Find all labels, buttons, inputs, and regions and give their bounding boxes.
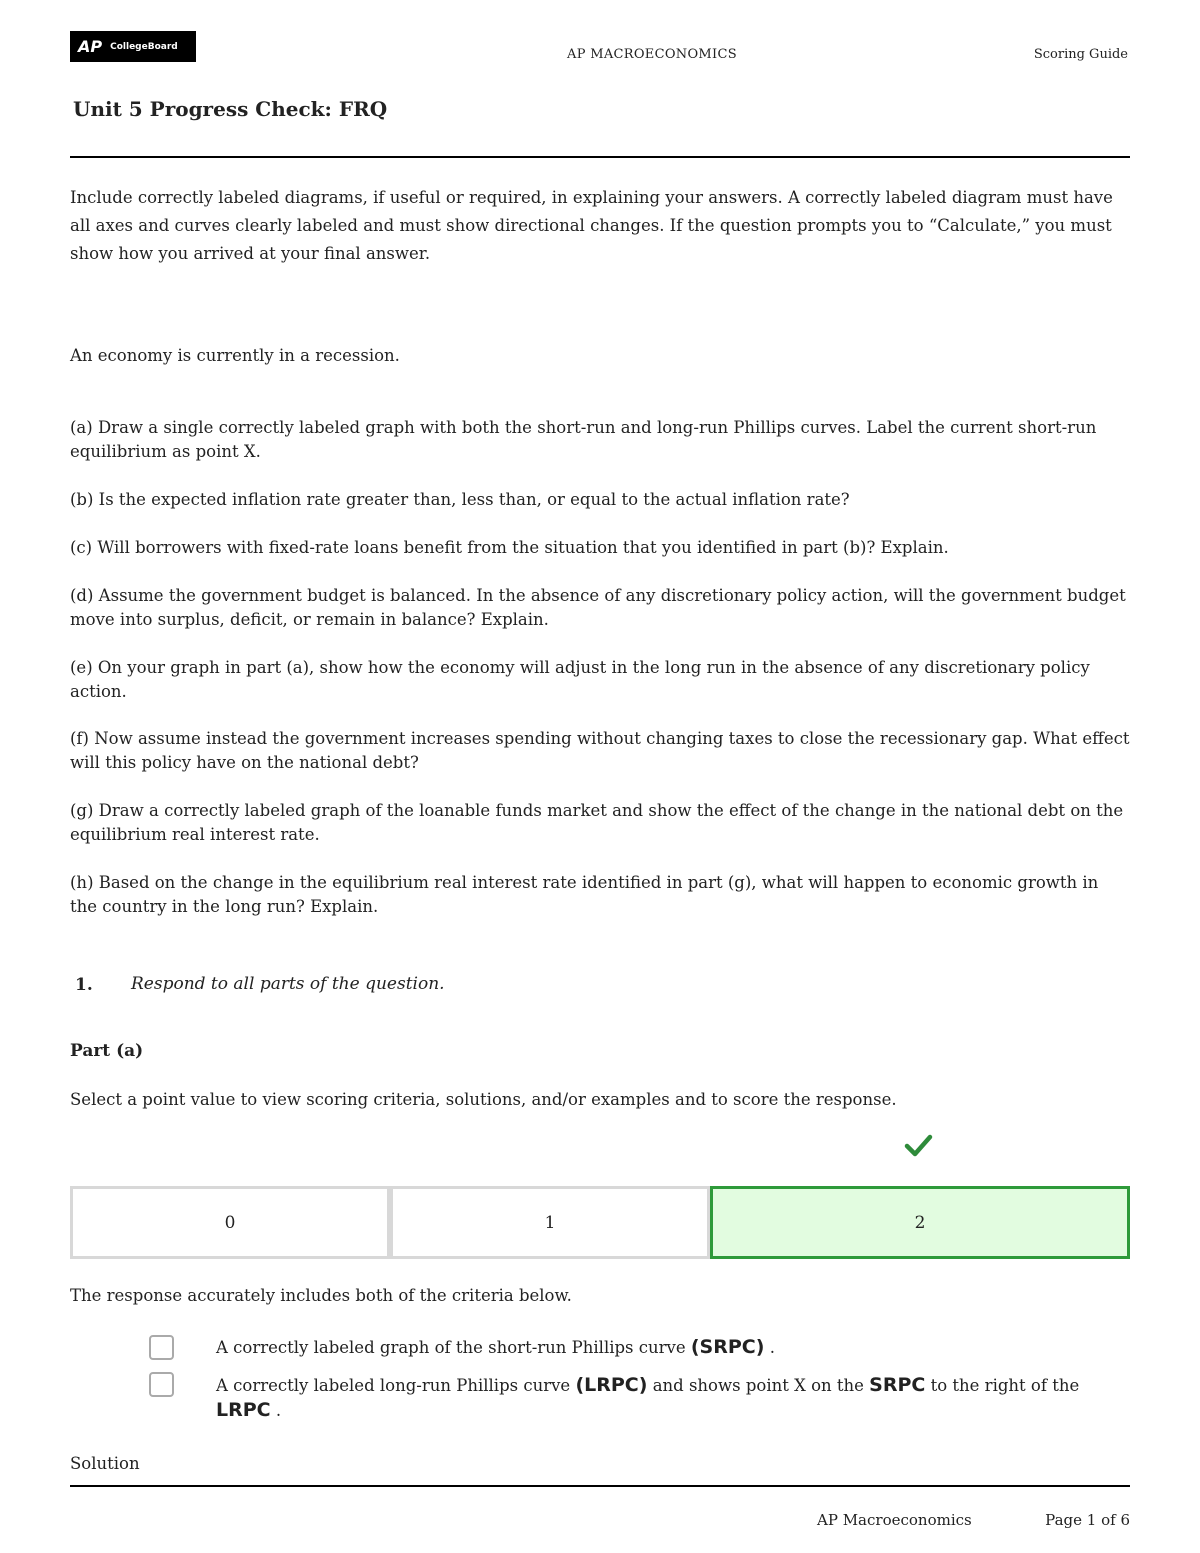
score-selector: [70, 1186, 1130, 1259]
footer-course: AP Macroeconomics: [817, 1511, 972, 1529]
criterion-1-term: (SRPC): [690, 1336, 765, 1358]
question-part-c: (c) Will borrowers with fixed-rate loans benefit from the situation that you identified in part (b)? Explain.: [70, 538, 949, 557]
header-course: AP MACROECONOMICS: [567, 47, 737, 62]
checkmark-icon: [903, 1131, 933, 1161]
score-option-2[interactable]: 2: [710, 1186, 1130, 1259]
criterion-2: [216, 1373, 1130, 1423]
question-part-f: (f) Now assume instead the government increases spending without changing taxes to close the recessionary gap. What effect will this policy have on the national debt?: [70, 729, 1130, 772]
question-part-d: (d) Assume the government budget is balanced. In the absence of any discretionary policy action, will the government budget move into surplus, deficit, or remain in balance? Explain.: [70, 586, 1126, 629]
criteria-intro: The response accurately includes both of the criteria below.: [70, 1286, 572, 1305]
question-part-h: (h) Based on the change in the equilibrium real interest rate identified in part (g), what will happen to economic growth in the country in the long run? Explain.: [70, 873, 1099, 916]
criterion-1: [216, 1335, 1130, 1360]
scenario-text: An economy is currently in a recession.: [70, 346, 400, 365]
logo-collegeboard-text: CollegeBoard: [110, 41, 178, 52]
instructions-text: Include correctly labeled diagrams, if useful or required, in explaining your answers. A correctly labeled diagram must have all axes and curves clearly labeled and must show directional changes. If the question prompts you to “Calculate,” you must show how you arrived at your final answer.: [70, 188, 1113, 263]
criterion-1-checkbox[interactable]: [149, 1335, 174, 1360]
criterion-2-text-c: to the right of the: [930, 1376, 1080, 1395]
question-part-b: (b) Is the expected inflation rate greater than, less than, or equal to the actual inflation rate?: [70, 490, 850, 509]
footer-page-number: Page 1 of 6: [1045, 1511, 1130, 1529]
logo-ap-text: AP: [78, 37, 103, 56]
criterion-2-term-a: (LRPC): [575, 1374, 648, 1396]
criterion-2-term-b: SRPC: [869, 1374, 926, 1396]
question-part-e: (e) On your graph in part (a), show how the economy will adjust in the long run in the absence of any discretionary policy action.: [70, 658, 1090, 701]
criterion-2-text-b: and shows point X on the: [652, 1376, 864, 1395]
question-prompt: Respond to all parts of the question.: [131, 974, 445, 994]
footer-divider: [70, 1485, 1130, 1487]
criterion-2-text-a: A correctly labeled long-run Phillips curve: [216, 1376, 571, 1395]
score-option-1[interactable]: 1: [390, 1186, 710, 1259]
question-part-g: (g) Draw a correctly labeled graph of the loanable funds market and show the effect of the change in the national debt on the equilibrium real interest rate.: [70, 801, 1124, 844]
criterion-2-checkbox[interactable]: [149, 1372, 174, 1397]
page-title: Unit 5 Progress Check: FRQ: [73, 97, 388, 121]
select-instructions: Select a point value to view scoring criteria, solutions, and/or examples and to score the response.: [70, 1090, 897, 1109]
solution-label[interactable]: Solution: [70, 1454, 140, 1473]
score-option-0[interactable]: 0: [70, 1186, 390, 1259]
criterion-2-term-c: LRPC: [216, 1399, 271, 1421]
criterion-2-end: .: [275, 1401, 282, 1420]
title-divider: [70, 156, 1130, 158]
criterion-1-end: .: [769, 1338, 775, 1357]
question-number: 1.: [75, 975, 93, 995]
part-label: Part (a): [70, 1041, 144, 1061]
criterion-1-text: A correctly labeled graph of the short-run Phillips curve: [216, 1338, 686, 1357]
header-guide: Scoring Guide: [1033, 47, 1128, 62]
question-part-a: (a) Draw a single correctly labeled graph with both the short-run and long-run Phillips curves. Label the current short-run equilibrium as point X.: [70, 418, 1097, 461]
